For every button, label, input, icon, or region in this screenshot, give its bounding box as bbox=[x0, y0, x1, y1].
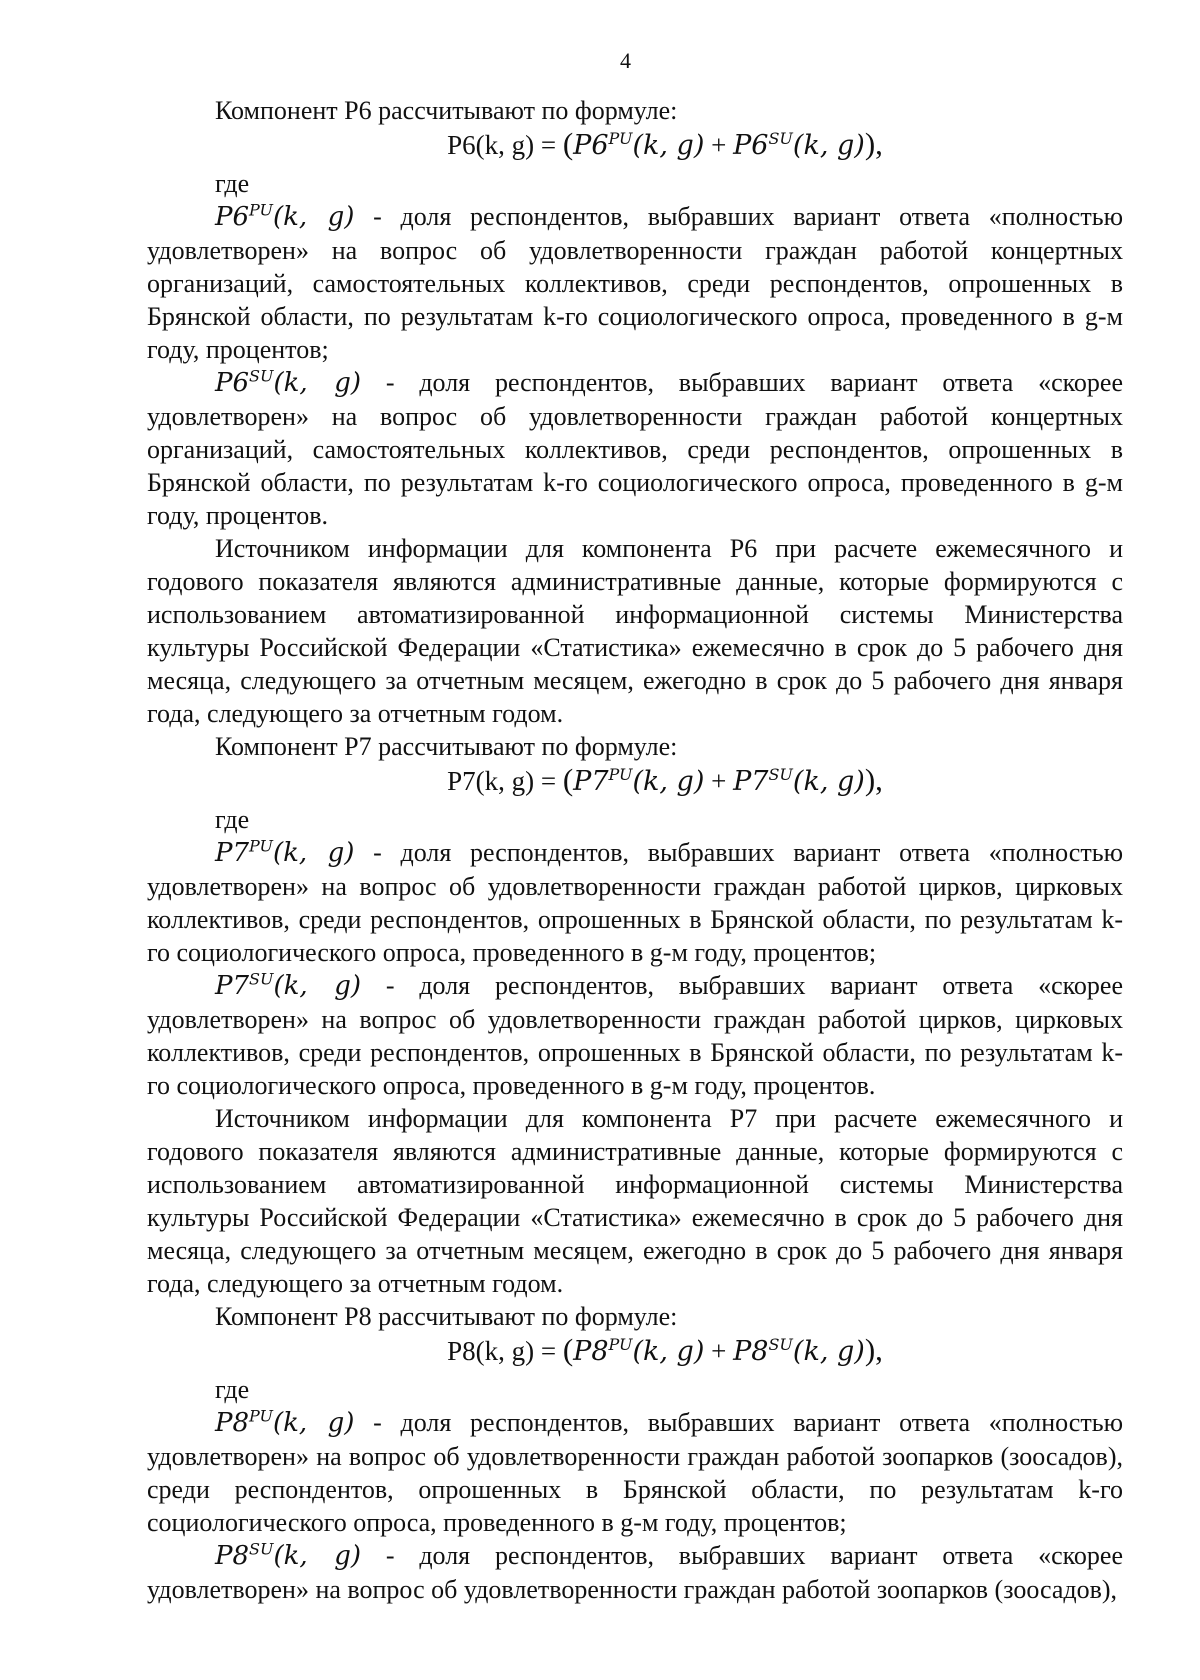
formula-term-b: P7 bbox=[733, 766, 769, 797]
formula-term-a-arg: (k, g) bbox=[632, 130, 705, 161]
p8-pu-definition bbox=[147, 1406, 1123, 1539]
p7-pu-definition bbox=[147, 836, 1123, 969]
formula-term-a: P6 bbox=[573, 130, 609, 161]
formula-term-b-arg: (k, g) bbox=[792, 766, 865, 797]
p7-pu-symbol: P7 bbox=[215, 838, 250, 868]
p6-su-arg: (k, g) bbox=[273, 368, 362, 398]
p8-intro: Компонент P8 рассчитывают по формуле: bbox=[215, 1302, 678, 1331]
p6-where: где bbox=[215, 169, 250, 198]
p7-formula bbox=[147, 763, 1123, 799]
p6-intro: Компонент P6 рассчитывают по формуле: bbox=[215, 96, 678, 125]
formula-term-a-arg: (k, g) bbox=[632, 1336, 705, 1367]
p8-pu-symbol: P8 bbox=[215, 1408, 250, 1438]
formula-close-paren: ), bbox=[864, 762, 883, 797]
p6-pu-symbol: P6 bbox=[215, 202, 250, 232]
p8-su-definition bbox=[147, 1539, 1123, 1606]
p6-pu-definition bbox=[147, 200, 1123, 366]
p6-pu-sup: PU bbox=[249, 200, 274, 220]
formula-term-a-sup: PU bbox=[608, 129, 633, 148]
p7-pu-arg: (k, g) bbox=[273, 838, 355, 868]
formula-open-paren: ( bbox=[562, 126, 574, 161]
formula-plus: + bbox=[704, 766, 734, 796]
formula-term-b-sup: SU bbox=[768, 765, 793, 784]
p6-su-text: - доля респондентов, выбравших вариант ответа «скорее удовлетворен» на вопрос об удовлетворенности граждан работой концертных организаций, самостоятельных коллективов, среди респондентов, опрошенных в Брянской области, по результатам k-го социологического опроса, проведенного в g-м году, процентов. bbox=[147, 368, 1123, 530]
p6-su-symbol: P6 bbox=[215, 368, 250, 398]
p7-su-text: - доля респондентов, выбравших вариант ответа «скорее удовлетворен» на вопрос об удовлетворенности граждан работой цирков, цирковых коллективов, среди респондентов, опрошенных в Брянской области, по результатам k-го социологического опроса, проведенного в g-м году, процентов. bbox=[147, 971, 1123, 1100]
p6-su-definition bbox=[147, 366, 1123, 532]
p8-su-symbol: P8 bbox=[215, 1541, 250, 1571]
formula-term-b-sup: SU bbox=[768, 1335, 793, 1354]
p7-intro: Компонент P7 рассчитывают по формуле: bbox=[215, 732, 678, 761]
formula-term-a-arg: (k, g) bbox=[632, 766, 705, 797]
page-number: 4 bbox=[620, 48, 631, 73]
formula-term-a: P7 bbox=[573, 766, 609, 797]
p8-where: где bbox=[215, 1375, 250, 1404]
formula-close-paren: ), bbox=[864, 126, 883, 161]
formula-term-b-sup: SU bbox=[768, 129, 793, 148]
p6-pu-arg: (k, g) bbox=[273, 202, 355, 232]
p8-su-text: - доля респондентов, выбравших вариант ответа «скорее удовлетворен» на вопрос об удовлетворенности граждан работой зоопарков (зоосадов), bbox=[147, 1541, 1123, 1604]
p7-su-sup: SU bbox=[249, 969, 274, 989]
formula-term-b: P6 bbox=[733, 130, 769, 161]
p6-formula bbox=[147, 127, 1123, 163]
p6-su-sup: SU bbox=[249, 366, 274, 386]
p7-su-definition bbox=[147, 969, 1123, 1102]
p6-source: Источником информации для компонента P6 при расчете ежемесячного и годового показателя являются административные данные, которые формируются с использованием автоматизированной информационной системы Министерства культуры Российской Федерации «Статистика» ежемесячно в срок до 5 рабочего дня месяца, следующего за отчетным месяцем, ежегодно в срок до 5 рабочего дня января года, следующего за отчетным годом. bbox=[147, 534, 1123, 728]
p8-formula bbox=[147, 1333, 1123, 1369]
formula-plus: + bbox=[704, 1336, 734, 1366]
formula-lhs: P6(k, g) = bbox=[447, 130, 563, 160]
p8-pu-arg: (k, g) bbox=[273, 1408, 355, 1438]
formula-lhs: P8(k, g) = bbox=[447, 1336, 563, 1366]
p7-su-arg: (k, g) bbox=[273, 971, 362, 1001]
p7-pu-sup: PU bbox=[249, 836, 274, 856]
formula-term-a-sup: PU bbox=[608, 1335, 633, 1354]
formula-plus: + bbox=[704, 130, 734, 160]
formula-term-a: P8 bbox=[573, 1336, 609, 1367]
formula-close-paren: ), bbox=[864, 1332, 883, 1367]
p6-pu-text: - доля респондентов, выбравших вариант ответа «полностью удовлетворен» на вопрос об удовлетворенности граждан работой концертных организаций, самостоятельных коллективов, среди респондентов, опрошенных в Брянской области, по результатам k-го социологического опроса, проведенного в g-м году, процентов; bbox=[147, 202, 1123, 364]
formula-open-paren: ( bbox=[562, 1332, 574, 1367]
formula-term-a-sup: PU bbox=[608, 765, 633, 784]
formula-term-b-arg: (k, g) bbox=[792, 1336, 865, 1367]
p7-su-symbol: P7 bbox=[215, 971, 250, 1001]
p8-su-sup: SU bbox=[249, 1539, 274, 1559]
document-body bbox=[147, 94, 1123, 1606]
formula-term-b-arg: (k, g) bbox=[792, 130, 865, 161]
p8-pu-text: - доля респондентов, выбравших вариант ответа «полностью удовлетворен» на вопрос об удовлетворенности граждан работой зоопарков (зоосадов), среди респондентов, опрошенных в Брянской области, по результатам k-го социологического опроса, проведенного в g-м году, процентов; bbox=[147, 1408, 1123, 1537]
p8-su-arg: (k, g) bbox=[273, 1541, 362, 1571]
formula-term-b: P8 bbox=[733, 1336, 769, 1367]
p8-pu-sup: PU bbox=[249, 1406, 274, 1426]
p7-where: где bbox=[215, 805, 250, 834]
p7-pu-text: - доля респондентов, выбравших вариант ответа «полностью удовлетворен» на вопрос об удовлетворенности граждан работой цирков, цирковых коллективов, среди респондентов, опрошенных в Брянской области, по результатам k-го социологического опроса, проведенного в g-м году, процентов; bbox=[147, 838, 1123, 967]
formula-lhs: P7(k, g) = bbox=[447, 766, 563, 796]
formula-open-paren: ( bbox=[562, 762, 574, 797]
p7-source: Источником информации для компонента P7 при расчете ежемесячного и годового показателя являются административные данные, которые формируются с использованием автоматизированной информационной системы Министерства культуры Российской Федерации «Статистика» ежемесячно в срок до 5 рабочего дня месяца, следующего за отчетным месяцем, ежегодно в срок до 5 рабочего дня января года, следующего за отчетным годом. bbox=[147, 1104, 1123, 1298]
